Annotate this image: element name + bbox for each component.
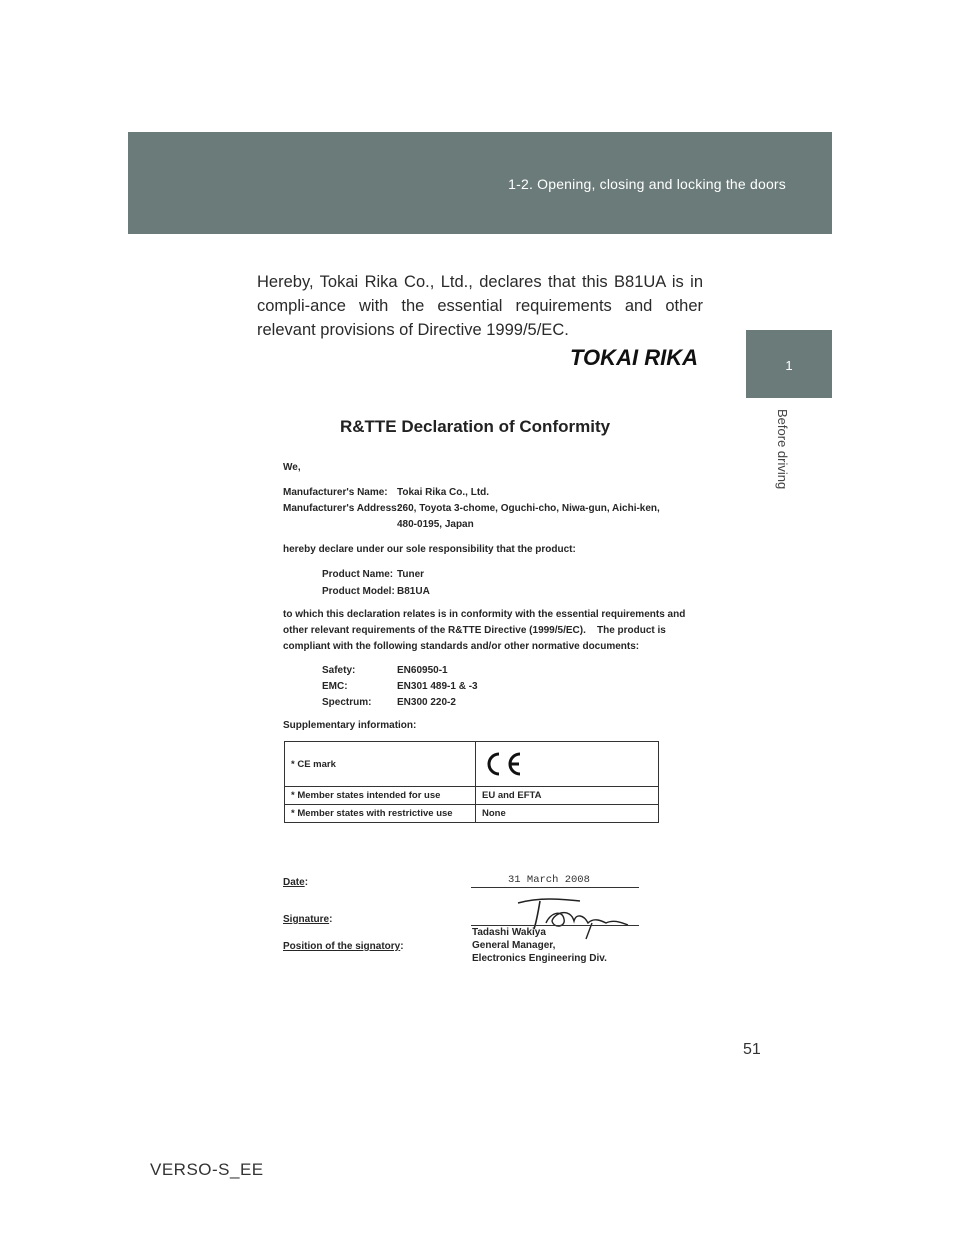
manufacturer-address-1: 260, Toyota 3-chome, Oguchi-cho, Niwa-gun, Aichi-ken, [397,503,660,514]
conformity-line-1: to which this declaration relates is in conformity with the essential requirements and [283,609,686,620]
standard-value: EN60950-1 [397,665,448,676]
signature-label: Signature [283,914,330,925]
supplementary-label: Supplementary information: [283,720,417,731]
signature-line [471,925,639,926]
product-model: B81UA [397,586,430,597]
member-states-label: * Member states intended for use [285,787,476,805]
date-value: 31 March 2008 [508,874,590,886]
signatory-name: Tadashi Wakiya [472,927,546,938]
standard-label: Spectrum: [322,697,372,708]
restrictive-value: None [476,805,659,823]
chapter-tab[interactable] [746,330,832,398]
product-name-label: Product Name: [322,569,394,580]
declare-text: hereby declare under our sole responsibility that the product: [283,544,576,555]
we-text: We, [283,462,301,473]
ce-mark-cell [476,742,659,787]
manufacturer-address-2: 480-0195, Japan [397,519,474,530]
logo-text: TOKAI RIKA [570,345,698,370]
date-label: Date [283,877,305,888]
model-code: VERSO-S_EE [150,1160,264,1179]
signatory-title-1: General Manager, [472,940,556,951]
signature-label-wrap: Signature: [283,914,333,925]
table-row [285,805,659,823]
conformity-line-3: compliant with the following standards and/or other normative documents: [283,641,640,652]
standard-label: EMC: [322,681,348,692]
standard-value: EN301 489-1 & -3 [397,681,478,692]
conformity-line-2: other relevant requirements of the R&TTE Directive (1999/5/EC). The product is [283,625,666,636]
ce-mark-icon [482,750,524,778]
supplementary-table [284,741,659,823]
table-row [285,742,659,787]
tokai-rika-logo [570,344,700,370]
product-name: Tuner [397,569,425,580]
manufacturer-address-label: Manufacturer's Address: [283,503,401,514]
signatory-title-2: Electronics Engineering Div. [472,953,607,964]
product-model-label: Product Model: [322,586,395,597]
date-line [471,887,639,888]
chapter-label: Before driving [775,409,790,490]
restrictive-label: * Member states with restrictive use [285,805,476,823]
standard-value: EN300 220-2 [397,697,456,708]
declaration-title: R&TTE Declaration of Conformity [339,417,611,436]
ce-mark-label: * CE mark [285,742,476,787]
intro-paragraph: Hereby, Tokai Rika Co., Ltd., declares that this B81UA is in compli-ance with the essential requirements and other relevant provisions of Directive 1999/5/EC. [257,273,703,339]
position-label-wrap: Position of the signatory: [283,941,404,952]
page-number: 51 [743,1041,761,1058]
standard-label: Safety: [322,665,356,676]
header-band [128,132,832,234]
chapter-number: 1 [785,358,793,373]
table-row [285,787,659,805]
manufacturer-name: Tokai Rika Co., Ltd. [397,487,490,498]
section-title: 1-2. Opening, closing and locking the doors [508,176,786,192]
manufacturer-name-label: Manufacturer's Name: [283,487,388,498]
logo-icon [570,344,700,370]
position-label: Position of the signatory [283,941,401,952]
date-label-wrap: Date: [283,877,309,888]
member-states-value: EU and EFTA [476,787,659,805]
